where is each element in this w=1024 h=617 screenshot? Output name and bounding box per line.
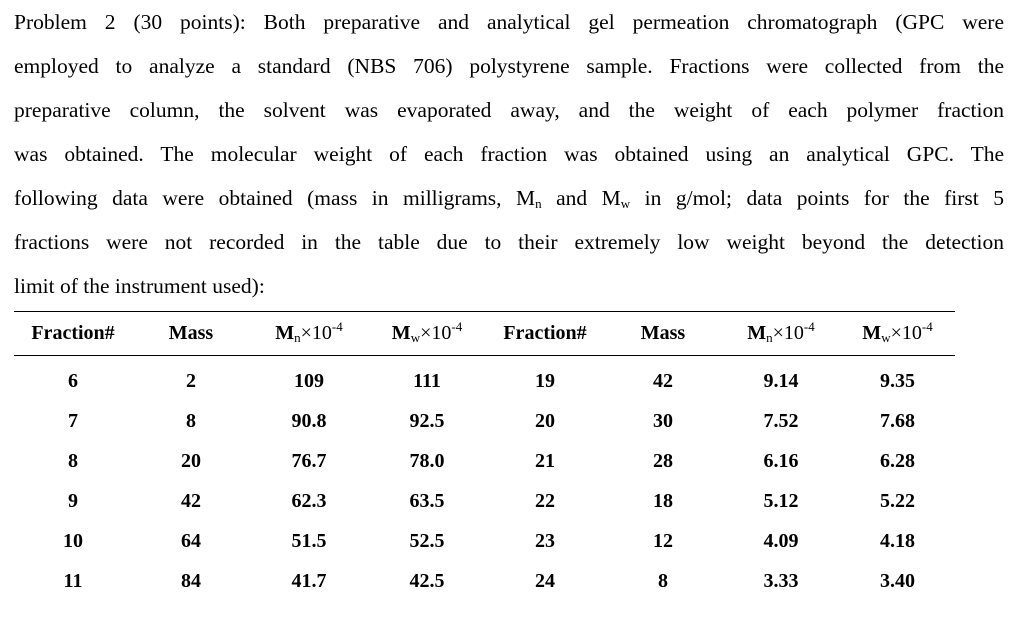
cell-mass: 64 xyxy=(181,529,201,552)
table-row xyxy=(14,561,955,601)
cell-mn: 4.09 xyxy=(763,529,799,552)
problem-line-5-part-2: and M xyxy=(541,186,621,210)
problem-line-3: preparative column, the solvent was evaporated away, and the weight of each polymer fraction xyxy=(14,98,1004,122)
table-row xyxy=(14,401,955,441)
cell-fraction: 9 xyxy=(68,489,78,512)
gpc-data-table xyxy=(14,311,955,601)
cell-mass: 42 xyxy=(181,489,201,512)
cell-fraction: 21 xyxy=(535,449,555,472)
cell-fraction: 7 xyxy=(68,409,78,432)
cell-mn: 109 xyxy=(294,369,324,392)
cell-mw: 6.28 xyxy=(880,449,915,472)
problem-line-4: was obtained. The molecular weight of each fraction was obtained using an analytical GPC. The xyxy=(14,142,1004,166)
cell-mass: 18 xyxy=(653,489,673,512)
cell-fraction: 6 xyxy=(68,369,78,392)
cell-mass: 2 xyxy=(186,369,196,392)
cell-fraction: 8 xyxy=(68,449,78,472)
problem-statement xyxy=(14,0,1004,308)
cell-mass: 28 xyxy=(653,449,673,472)
cell-mw: 9.35 xyxy=(880,369,915,392)
subscript-w: w xyxy=(620,196,631,211)
cell-mw: 42.5 xyxy=(409,569,445,592)
problem-line-6: fractions were not recorded in the table due to their extremely low weight beyond the detection xyxy=(14,230,1004,254)
problem-line-2: employed to analyze a standard (NBS 706) polystyrene sample. Fractions were collected from the xyxy=(14,54,1004,78)
cell-mn: 5.12 xyxy=(763,489,799,512)
cell-mn: 7.52 xyxy=(763,409,799,432)
cell-mn: 90.8 xyxy=(291,409,327,432)
cell-mass: 42 xyxy=(653,369,673,392)
cell-mw: 78.0 xyxy=(409,449,445,472)
table-row xyxy=(14,521,955,561)
cell-mw: 111 xyxy=(413,369,441,392)
header-mw-1: $M_w\times 10^{-4}$ xyxy=(391,318,463,345)
problem-line-7: limit of the instrument used): xyxy=(14,274,265,298)
cell-mw: 7.68 xyxy=(880,409,915,432)
cell-mass: 8 xyxy=(186,409,196,432)
cell-mw: 5.22 xyxy=(880,489,915,512)
problem-line-5-part-1: following data were obtained (mass in milligrams, M xyxy=(14,186,536,210)
cell-fraction: 19 xyxy=(535,369,555,392)
table-header-row xyxy=(14,311,955,355)
table-row xyxy=(14,481,955,521)
cell-mn: 51.5 xyxy=(291,529,327,552)
header-mn-2: $M_n\times 10^{-4}$ xyxy=(747,318,815,345)
problem-line-5 xyxy=(14,176,1004,220)
cell-fraction: 20 xyxy=(535,409,555,432)
cell-mass: 12 xyxy=(653,529,673,552)
table-row xyxy=(14,355,955,401)
cell-mw: 63.5 xyxy=(409,489,445,512)
table-row xyxy=(14,441,955,481)
cell-mw: 4.18 xyxy=(880,529,915,552)
cell-fraction: 22 xyxy=(535,489,555,512)
header-mn-1: $M_n\times 10^{-4}$ xyxy=(275,318,343,345)
cell-mn: 6.16 xyxy=(763,449,799,472)
problem-line-5-part-3: in g/mol; data points for the first 5 xyxy=(630,186,1004,210)
cell-mass: 30 xyxy=(653,409,673,432)
cell-mw: 52.5 xyxy=(409,529,445,552)
cell-fraction: 10 xyxy=(63,529,83,552)
header-mass-1: Mass xyxy=(168,321,214,344)
cell-mn: 62.3 xyxy=(291,489,327,512)
cell-mw: 92.5 xyxy=(409,409,445,432)
cell-mass: 84 xyxy=(181,569,201,592)
cell-mn: 76.7 xyxy=(291,449,327,472)
header-fraction-1: Fraction# xyxy=(31,321,115,344)
header-mass-2: Mass xyxy=(640,321,686,344)
cell-fraction: 23 xyxy=(535,529,555,552)
subscript-n: n xyxy=(535,196,542,211)
cell-mn: 9.14 xyxy=(763,369,799,392)
cell-fraction: 24 xyxy=(535,569,555,592)
cell-mw: 3.40 xyxy=(880,569,915,592)
cell-mn: 41.7 xyxy=(291,569,327,592)
cell-mass: 8 xyxy=(658,569,668,592)
problem-line-1: Problem 2 (30 points): Both preparative and analytical gel permeation chromatograph (GPC were xyxy=(14,10,1004,34)
cell-fraction: 11 xyxy=(63,569,83,592)
cell-mass: 20 xyxy=(181,449,201,472)
header-mw-2: $M_w\times 10^{-4}$ xyxy=(862,318,933,345)
cell-mn: 3.33 xyxy=(763,569,799,592)
header-fraction-2: Fraction# xyxy=(503,321,587,344)
